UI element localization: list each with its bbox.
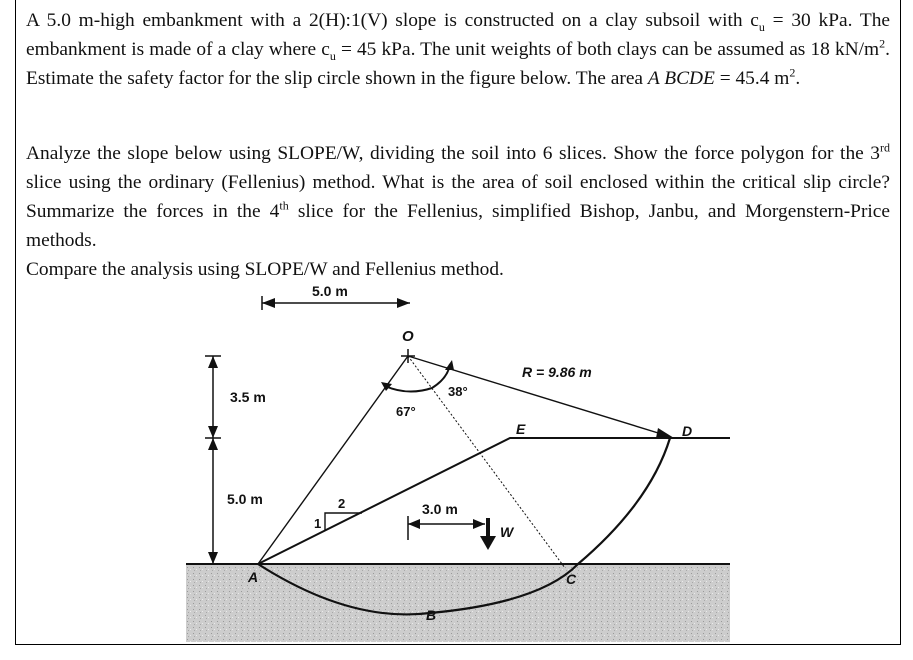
problem-paragraph-3: Compare the analysis using SLOPE/W and Fellenius method. (26, 259, 504, 280)
embankment-profile (258, 438, 730, 564)
dim-arrow-2 (208, 426, 218, 438)
moment-arm-label: 3.0 m (422, 501, 458, 517)
problem-paragraph-2: Analyze the slope below using SLOPE/W, dividing the soil into 6 slices. Show the force polygon for the 3rd slice using the ordinary (Fellenius) method. What is the area of soil enclosed within the critical slip circle? Summarize the forces in the 4th slice for the Fellenius, simplified Bishop, Janbu, and Morgenstern-Price methods. (26, 140, 891, 251)
moment-arm-arrow-right (473, 519, 485, 529)
angle-arrow-right (445, 360, 454, 370)
point-e-label: E (516, 421, 526, 437)
dim-arrow-3 (208, 438, 218, 450)
clay-subsoil (186, 564, 730, 642)
radius-label: R = 9.86 m (522, 364, 592, 380)
moment-arm-arrow-left (408, 519, 420, 529)
problem-paragraph-1: A 5.0 m-high embankment with a 2(H):1(V) slope is constructed on a clay subsoil with $c_u = 30$ kPa. The embankment is made of a clay where $c_u = 45$ kPa. The unit weights of both clays can be assumed as 18 $kN/m^2$. Estimate the safety factor for the slip circle shown in the figure below. The area A BCDE = 45.4 $m^2$. (26, 10, 890, 89)
dim-top-arrow-left (262, 298, 275, 308)
angle-38-label: 38° (448, 384, 468, 399)
dim-left-upper-label: 3.5 m (230, 389, 266, 405)
angle-67-label: 67° (396, 404, 416, 419)
dim-left-lower-label: 5.0 m (227, 491, 263, 507)
slope-v-label: 1 (314, 516, 322, 531)
slope-diagram (180, 278, 740, 644)
point-b-label: B (426, 607, 437, 623)
angle-arc-67 (385, 386, 432, 392)
slope-h-label: 2 (338, 496, 346, 511)
dim-arrow-4 (208, 552, 218, 564)
point-c-label: C (566, 571, 577, 587)
area-label: A BCDE (647, 68, 715, 89)
dim-top-label: 5.0 m (312, 283, 348, 299)
weight-label: W (500, 524, 514, 540)
point-d-label: D (682, 423, 693, 439)
angle-arrow-left (381, 382, 392, 391)
point-a-label: A (248, 569, 259, 585)
center-label: O (402, 328, 414, 345)
dim-top-arrow-right (397, 298, 410, 308)
weight-arrow-head (480, 536, 496, 550)
dim-arrow-1 (208, 356, 218, 368)
radius-arrowhead (656, 428, 674, 438)
